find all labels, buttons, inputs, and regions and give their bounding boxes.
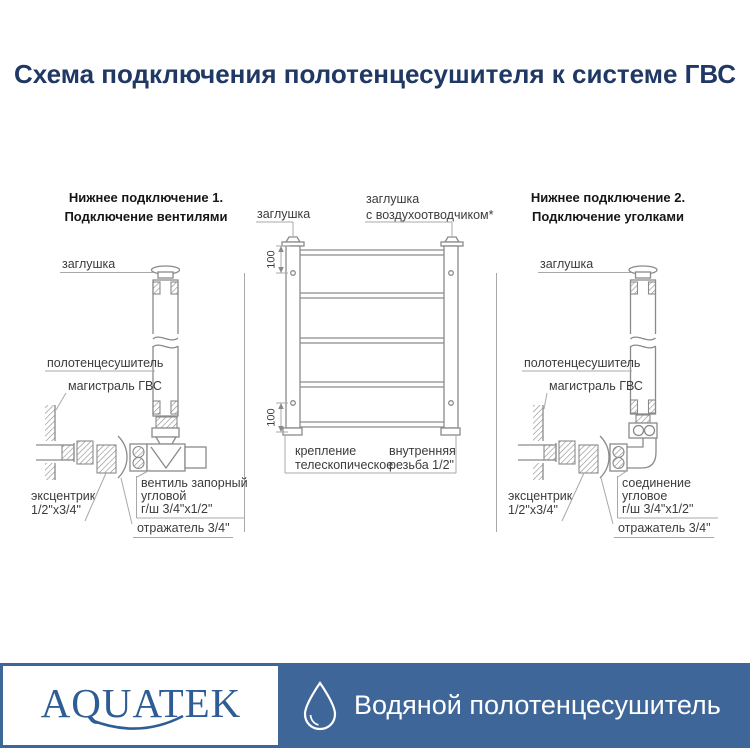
left-union-nut xyxy=(130,444,147,471)
left-heading-1: Нижнее подключение 1. xyxy=(68,190,224,205)
left-eccentric-label-1: эксцентрик xyxy=(31,489,96,503)
right-elbow-label xyxy=(618,470,719,518)
left-towel-rail-pipe xyxy=(150,280,181,416)
right-reflector-label-text: отражатель 3/4" xyxy=(618,521,711,535)
footer-product xyxy=(300,663,721,748)
left-main-line-label: магистраль ГВС xyxy=(68,379,162,393)
mount-hole xyxy=(449,271,454,276)
center-air-plug-label-2: с воздухоотводчиком* xyxy=(366,208,494,222)
aquatek-logo-box xyxy=(3,666,278,745)
left-plug-cap xyxy=(152,266,180,278)
center-plug-label: заглушка xyxy=(257,207,311,221)
right-plug-cap xyxy=(629,266,657,278)
right-heading-2: Подключение уголками xyxy=(531,209,685,224)
right-main-line-label: магистраль ГВС xyxy=(549,379,643,393)
center-rungs xyxy=(300,250,444,427)
page-title: Схема подключения полотенцесушителя к системе ГВС xyxy=(14,59,736,89)
mount-hole xyxy=(291,271,296,276)
center-foot-right xyxy=(441,428,460,435)
right-towel-rail-pipe xyxy=(628,280,659,414)
right-elbow-label-1: соединение xyxy=(622,476,691,490)
left-wall xyxy=(43,405,56,480)
left-eccentric xyxy=(77,441,116,473)
right-wall xyxy=(531,405,544,480)
right-reflector-dome xyxy=(600,436,609,478)
left-reflector-dome xyxy=(118,436,127,478)
right-elbow-label-2: угловое xyxy=(622,489,668,503)
left-reflector-label-text: отражатель 3/4" xyxy=(137,521,230,535)
center-cap-left xyxy=(282,237,304,246)
mount-hole xyxy=(449,401,454,406)
right-union-nut xyxy=(610,444,627,471)
right-plug-label: заглушка xyxy=(540,257,594,271)
footer-product-text: Водяной полотенцесушитель xyxy=(354,690,721,720)
right-elbow-fitting xyxy=(627,415,657,468)
aquatek-wordmark: AQUATEK xyxy=(40,679,241,726)
right-eccentric-label-2: 1/2"x3/4" xyxy=(508,503,558,517)
right-towel-rail-label: полотенцесушитель xyxy=(524,356,641,370)
left-valve-label-3: г/ш 3/4"x1/2" xyxy=(141,502,213,516)
mount-label-2: телескопическое xyxy=(295,458,394,472)
center-bottom-labels xyxy=(285,435,456,473)
left-heading-2: Подключение вентилями xyxy=(64,209,228,224)
left-angle-valve xyxy=(147,417,206,471)
left-eccentric-label-2: 1/2"x3/4" xyxy=(31,503,81,517)
left-valve-label-2: угловой xyxy=(141,489,187,503)
right-eccentric xyxy=(559,441,598,473)
footer-bar xyxy=(0,663,750,748)
diagram-right-elbow-connection xyxy=(508,190,718,538)
valve-handle xyxy=(156,417,177,428)
thread-label-1: внутренняя xyxy=(389,444,456,458)
center-cap-right xyxy=(441,237,463,246)
center-air-plug-label-1: заглушка xyxy=(366,192,420,206)
left-plug-label: заглушка xyxy=(62,257,116,271)
diagram-center-ladder xyxy=(256,192,494,473)
left-valve-label xyxy=(137,470,248,518)
thread-label-2: резьба 1/2" xyxy=(389,458,454,472)
right-elbow-label-3: г/ш 3/4"x1/2" xyxy=(622,502,694,516)
diagram-left-valve-connection xyxy=(31,190,248,538)
left-towel-rail-label: полотенцесушитель xyxy=(47,356,164,370)
mount-hole xyxy=(291,401,296,406)
dim-100-bottom: 100 xyxy=(265,408,278,427)
aquatek-logo xyxy=(21,673,261,739)
right-eccentric-label-1: эксцентрик xyxy=(508,489,573,503)
right-heading-1: Нижнее подключение 2. xyxy=(530,190,686,205)
dim-100-top: 100 xyxy=(265,250,278,269)
mount-label-1: крепление xyxy=(295,444,357,458)
water-drop-icon xyxy=(300,680,340,732)
left-valve-label-1: вентиль запорный xyxy=(141,476,248,490)
